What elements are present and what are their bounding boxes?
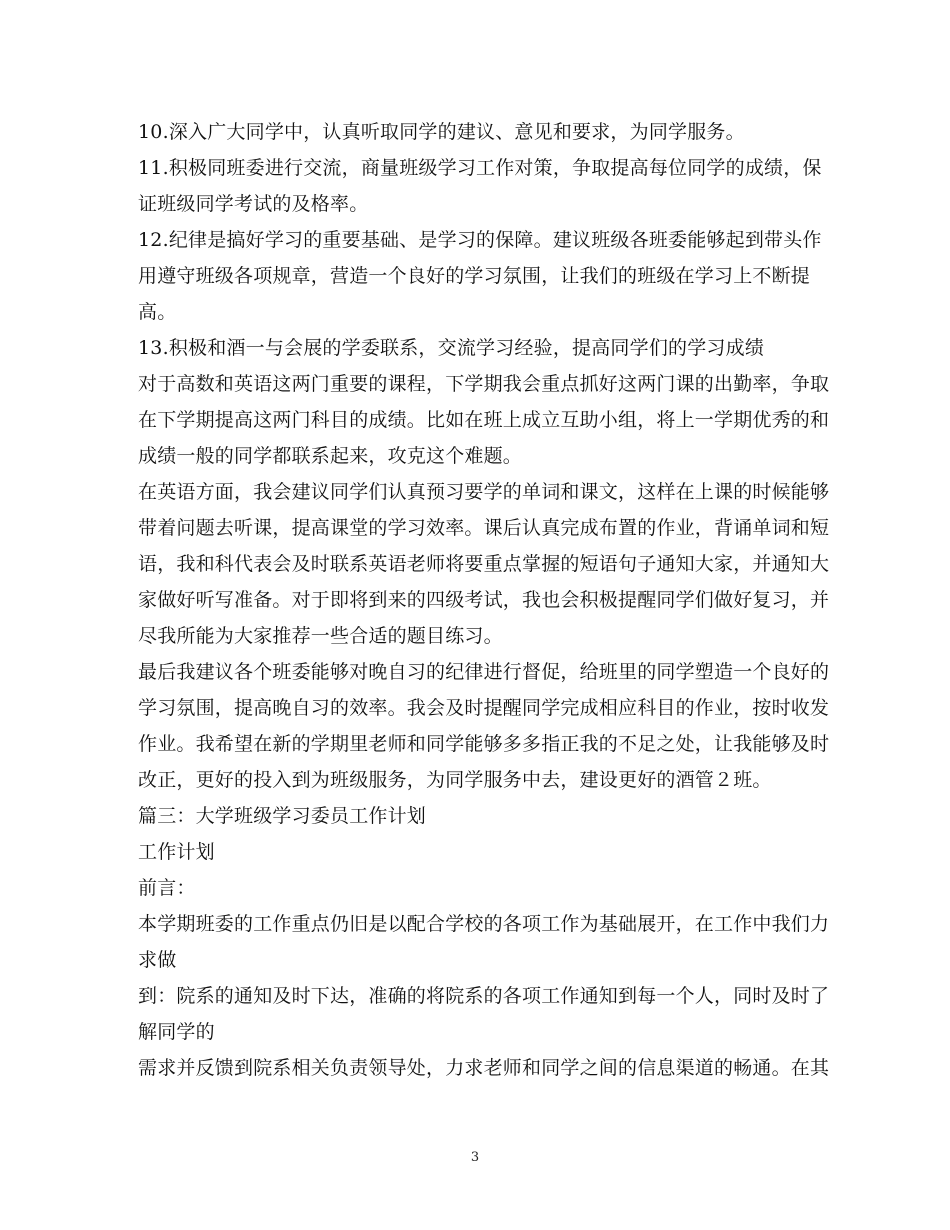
text-line: 求做 (138, 949, 177, 971)
text-line: 在下学期提高这两门科目的成绩。比如在班上成立互助小组，将上一学期优秀的和 (138, 409, 830, 431)
text-line: 语，我和科代表会及时联系英语老师将要重点掌握的短语句子通知大家，并通知大 (138, 553, 830, 575)
text-line: 13.积极和酒一与会展的学委联系，交流学习经验，提高同学们的学习成绩 (138, 337, 765, 359)
document-body (138, 114, 830, 1086)
text-line: 改正，更好的投入到为班级服务，为同学服务中去，建设更好的酒管２班。 (138, 769, 772, 791)
section-subheading: 工作计划 (138, 841, 215, 863)
text-line: 解同学的 (138, 1021, 215, 1043)
text-line: 12.纪律是搞好学习的重要基础、是学习的保障。建议班级各班委能够起到带头作 (138, 229, 822, 251)
text-line: 作业。我希望在新的学期里老师和同学能够多多指正我的不足之处，让我能够及时 (138, 733, 830, 755)
text-line: 本学期班委的工作重点仍旧是以配合学校的各项工作为基础展开，在工作中我们力 (138, 913, 830, 935)
page-number: 3 (470, 1150, 480, 1165)
text-line: 到：院系的通知及时下达，准确的将院系的各项工作通知到每一个人，同时及时了 (138, 985, 830, 1007)
text-line: 用遵守班级各项规章，营造一个良好的学习氛围，让我们的班级在学习上不断提 (138, 265, 811, 287)
text-line: 带着问题去听课，提高课堂的学习效率。课后认真完成布置的作业，背诵单词和短 (138, 517, 830, 539)
text-line: 需求并反馈到院系相关负责领导处，力求老师和同学之间的信息渠道的畅通。在其 (138, 1057, 830, 1079)
preface-label: 前言： (138, 877, 196, 899)
text-line: 证班级同学考试的及格率。 (138, 193, 369, 215)
text-line: 尽我所能为大家推荐一些合适的题目练习。 (138, 625, 503, 647)
text-line: 对于高数和英语这两门重要的课程，下学期我会重点抓好这两门课的出勤率，争取 (138, 373, 830, 395)
text-line: 高。 (138, 301, 177, 323)
text-line: 家做好听写准备。对于即将到来的四级考试，我也会积极提醒同学们做好复习，并 (138, 589, 830, 611)
text-line: 最后我建议各个班委能够对晚自习的纪律进行督促，给班里的同学塑造一个良好的 (138, 661, 830, 683)
text-line: 10.深入广大同学中，认真听取同学的建议、意见和要求，为同学服务。 (138, 121, 745, 143)
text-line: 在英语方面，我会建议同学们认真预习要学的单词和课文，这样在上课的时候能够 (138, 481, 830, 503)
text-line: 成绩一般的同学都联系起来，攻克这个难题。 (138, 445, 523, 467)
text-line: 学习氛围，提高晚自习的效率。我会及时提醒同学完成相应科目的作业，按时收发 (138, 697, 830, 719)
text-line: 11.积极同班委进行交流，商量班级学习工作对策，争取提高每位同学的成绩，保 (138, 157, 822, 179)
section-heading: 篇三：大学班级学习委员工作计划 (138, 805, 427, 827)
